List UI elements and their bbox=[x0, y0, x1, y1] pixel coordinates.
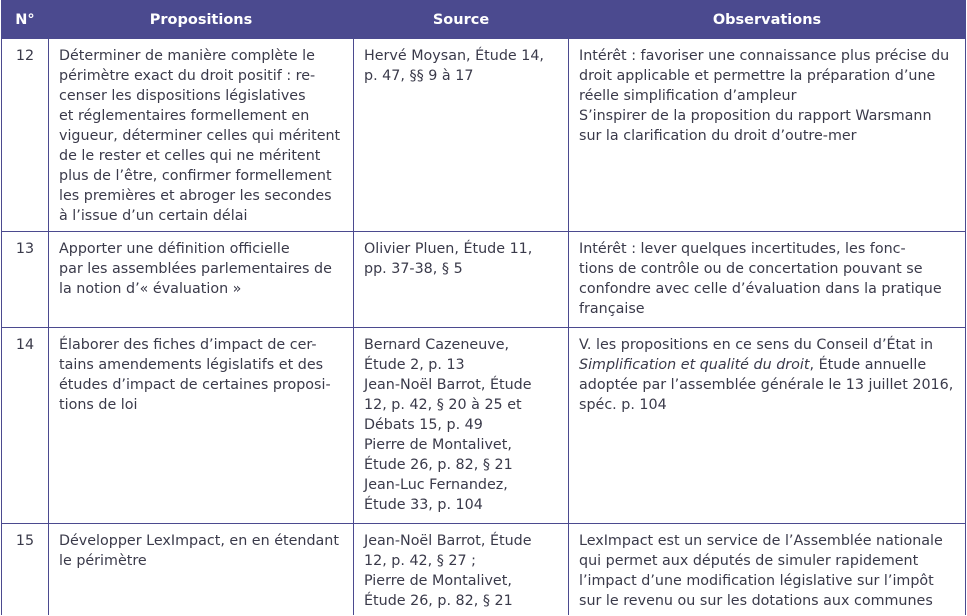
text-line: censer les dispositions législatives bbox=[59, 88, 306, 104]
observations-cell bbox=[569, 328, 966, 524]
observations-cell bbox=[569, 524, 966, 616]
text-line: adoptée par l’assemblée générale le 13 juillet 2016, bbox=[579, 377, 954, 393]
proposition-cell bbox=[49, 524, 354, 616]
italic-title: Simplification et qualité du droit bbox=[579, 357, 810, 373]
header-number: N° bbox=[2, 1, 49, 39]
text-line: Étude 26, p. 82, § 21 bbox=[364, 593, 513, 609]
text-line: sur le revenu ou sur les dotations aux communes bbox=[579, 593, 933, 609]
observations-cell bbox=[569, 39, 966, 232]
row-number: 13 bbox=[2, 232, 49, 328]
text-line: spéc. p. 104 bbox=[579, 397, 667, 413]
proposition-cell bbox=[49, 39, 354, 232]
text-line: sur la clarification du droit d’outre-mer bbox=[579, 128, 857, 144]
text-line: Pierre de Montalivet, bbox=[364, 437, 512, 453]
text-line: Pierre de Montalivet, bbox=[364, 573, 512, 589]
text-line: droit applicable et permettre la préparation d’une bbox=[579, 68, 936, 84]
row-number: 14 bbox=[2, 328, 49, 524]
text-line: Jean-Noël Barrot, Étude bbox=[364, 377, 532, 393]
text-line: Olivier Pluen, Étude 11, bbox=[364, 241, 533, 257]
row-number: 15 bbox=[2, 524, 49, 616]
text-line: de le rester et celles qui ne méritent bbox=[59, 148, 321, 164]
header-source: Source bbox=[354, 1, 569, 39]
text-line: LexImpact est un service de l’Assemblée nationale bbox=[579, 533, 943, 549]
text-line: Hervé Moysan, Étude 14, bbox=[364, 48, 544, 64]
text-line: Intérêt : favoriser une connaissance plus précise du bbox=[579, 48, 950, 64]
text-line: confondre avec celle d’évaluation dans la pratique bbox=[579, 281, 942, 297]
proposition-cell bbox=[49, 232, 354, 328]
source-cell bbox=[354, 524, 569, 616]
header-propositions: Propositions bbox=[49, 1, 354, 39]
row-number: 12 bbox=[2, 39, 49, 232]
proposition-cell bbox=[49, 328, 354, 524]
text-line: tions de contrôle ou de concertation pouvant se bbox=[579, 261, 923, 277]
text-line: vigueur, déterminer celles qui méritent bbox=[59, 128, 341, 144]
table-row bbox=[2, 328, 966, 524]
table-header-row bbox=[2, 1, 966, 39]
text-line: périmètre exact du droit positif : re- bbox=[59, 68, 316, 84]
text-line: V. les propositions en ce sens du Conseil d’État in bbox=[579, 337, 934, 353]
text-line: tions de loi bbox=[59, 397, 138, 413]
source-cell bbox=[354, 328, 569, 524]
text-line: tains amendements législatifs et des bbox=[59, 357, 324, 373]
text-line: Jean-Noël Barrot, Étude bbox=[364, 533, 532, 549]
text-line: l’impact d’une modification législative sur l’impôt bbox=[579, 573, 934, 589]
observations-cell bbox=[569, 232, 966, 328]
text-line: Jean-Luc Fernandez, bbox=[364, 477, 508, 493]
text-line: réelle simplification d’ampleur bbox=[579, 88, 797, 104]
text-line: S’inspirer de la proposition du rapport Warsmann bbox=[579, 108, 932, 124]
text-line: le périmètre bbox=[59, 553, 147, 569]
text-line: à l’issue d’un certain délai bbox=[59, 208, 248, 224]
header-observations: Observations bbox=[569, 1, 966, 39]
text-line bbox=[579, 355, 955, 375]
text-line: Apporter une définition officielle bbox=[59, 241, 290, 257]
source-cell bbox=[354, 39, 569, 232]
text-line: Débats 15, p. 49 bbox=[364, 417, 483, 433]
text-line: études d’impact de certaines proposi- bbox=[59, 377, 331, 393]
text-line: plus de l’être, confirmer formellement bbox=[59, 168, 332, 184]
text-line: p. 47, §§ 9 à 17 bbox=[364, 68, 474, 84]
text-line: Déterminer de manière complète le bbox=[59, 48, 315, 64]
text-line: qui permet aux députés de simuler rapidement bbox=[579, 553, 919, 569]
text-line: et réglementaires formellement en bbox=[59, 108, 310, 124]
text-line: Étude 26, p. 82, § 21 bbox=[364, 457, 513, 473]
text-line: Développer LexImpact, en en étendant bbox=[59, 533, 339, 549]
table-row bbox=[2, 39, 966, 232]
text-line: par les assemblées parlementaires de bbox=[59, 261, 332, 277]
text-line: française bbox=[579, 301, 645, 317]
propositions-table bbox=[1, 0, 966, 615]
text-line: Élaborer des fiches d’impact de cer- bbox=[59, 337, 317, 353]
text-line: pp. 37-38, § 5 bbox=[364, 261, 463, 277]
text-line: Intérêt : lever quelques incertitudes, les fonc- bbox=[579, 241, 906, 257]
text-line: la notion d’« évaluation » bbox=[59, 281, 242, 297]
text-line: 12, p. 42, § 20 à 25 et bbox=[364, 397, 522, 413]
table-row bbox=[2, 232, 966, 328]
table-row bbox=[2, 524, 966, 616]
text-line: Étude 2, p. 13 bbox=[364, 357, 465, 373]
text-line: 12, p. 42, § 27 ; bbox=[364, 553, 476, 569]
text-line: Étude 33, p. 104 bbox=[364, 497, 483, 513]
text-line: les premières et abroger les secondes bbox=[59, 188, 332, 204]
source-cell bbox=[354, 232, 569, 328]
text-line: Bernard Cazeneuve, bbox=[364, 337, 510, 353]
text-fragment: , Étude annuelle bbox=[809, 357, 927, 373]
